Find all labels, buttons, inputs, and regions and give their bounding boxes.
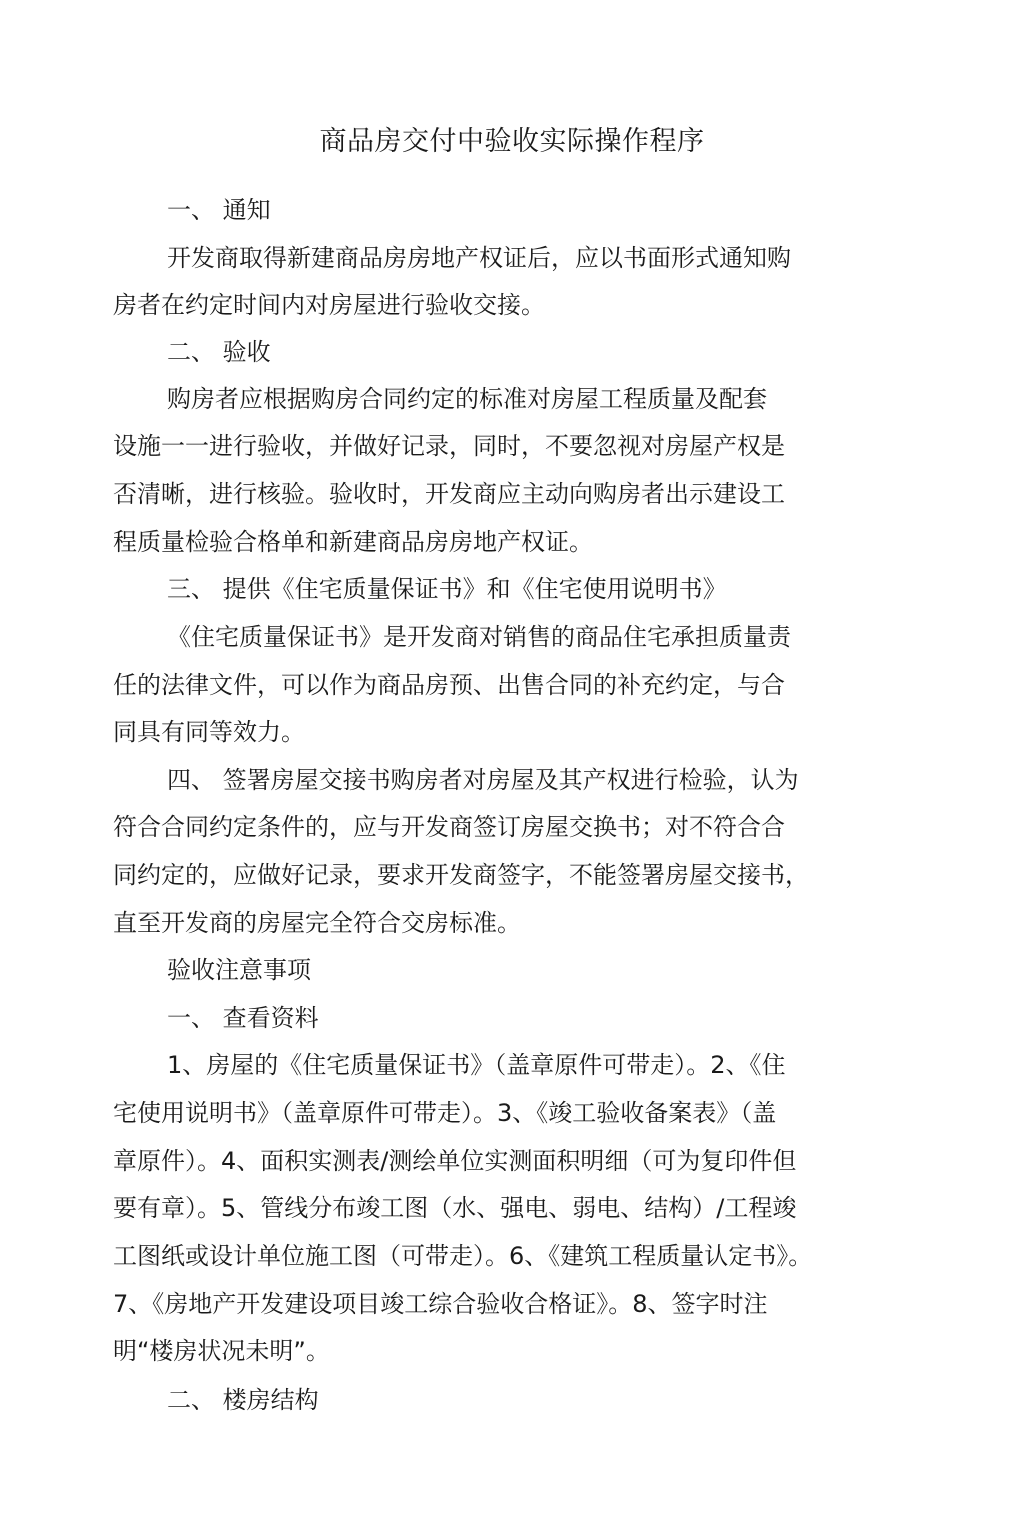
paragraph-line: 直至开发商的房屋完全符合交房标准。 [113,909,521,937]
paragraph-line: 同具有同等效力。 [113,718,305,746]
paragraph-line: 1、房屋的《住宅质量保证书》（盖章原件可带走）。2、《住 [167,1051,786,1079]
section-heading-certificates: 三、 提供《住宅质量保证书》和《住宅使用说明书》 [167,575,727,603]
paragraph-line: 否清晰，进行核验。验收时，开发商应主动向购房者出示建设工 [113,480,785,508]
paragraph-line: 开发商取得新建商品房房地产权证后，应以书面形式通知购 [167,244,791,272]
paragraph-line: 设施一一进行验收，并做好记录，同时，不要忽视对房屋产权是 [113,432,785,460]
paragraph-line: 章原件）。4、面积实测表/测绘单位实测面积明细（可为复印件但 [113,1147,797,1175]
paragraph-line: 7、《房地产开发建设项目竣工综合验收合格证》。8、签字时注 [113,1290,768,1318]
section-heading-notes: 验收注意事项 [167,956,311,984]
paragraph-line: 工图纸或设计单位施工图（可带走）。6、《建筑工程质量认定书》。 [113,1242,813,1270]
section-heading-structure: 二、 楼房结构 [167,1386,319,1414]
section-heading-documents: 一、 查看资料 [167,1004,319,1032]
section-heading-handover: 四、 签署房屋交接书购房者对房屋及其产权进行检验，认为 [167,766,799,794]
paragraph-line: 任的法律文件，可以作为商品房预、出售合同的补充约定，与合 [113,671,785,699]
paragraph-line: 《住宅质量保证书》是开发商对销售的商品住宅承担质量责 [167,623,791,651]
section-heading-notice: 一、 通知 [167,196,271,224]
paragraph-line: 购房者应根据购房合同约定的标准对房屋工程质量及配套 [167,385,767,413]
paragraph-line: 符合合同约定条件的，应与开发商签订房屋交换书；对不符合合 [113,813,785,841]
paragraph-line: 宅使用说明书》（盖章原件可带走）。3、《竣工验收备案表》（盖 [113,1099,777,1127]
paragraph-line: 同约定的，应做好记录，要求开发商签字，不能签署房屋交接书， [113,861,809,889]
paragraph-line: 明“楼房状况未明”。 [113,1337,330,1365]
section-heading-inspection: 二、 验收 [167,338,271,366]
paragraph-line: 程质量检验合格单和新建商品房房地产权证。 [113,528,593,556]
paragraph-line: 要有章）。5、管线分布竣工图（水、强电、弱电、结构）/工程竣 [113,1194,797,1222]
paragraph-line: 房者在约定时间内对房屋进行验收交接。 [113,291,545,319]
document-title: 商品房交付中验收实际操作程序 [319,126,705,157]
